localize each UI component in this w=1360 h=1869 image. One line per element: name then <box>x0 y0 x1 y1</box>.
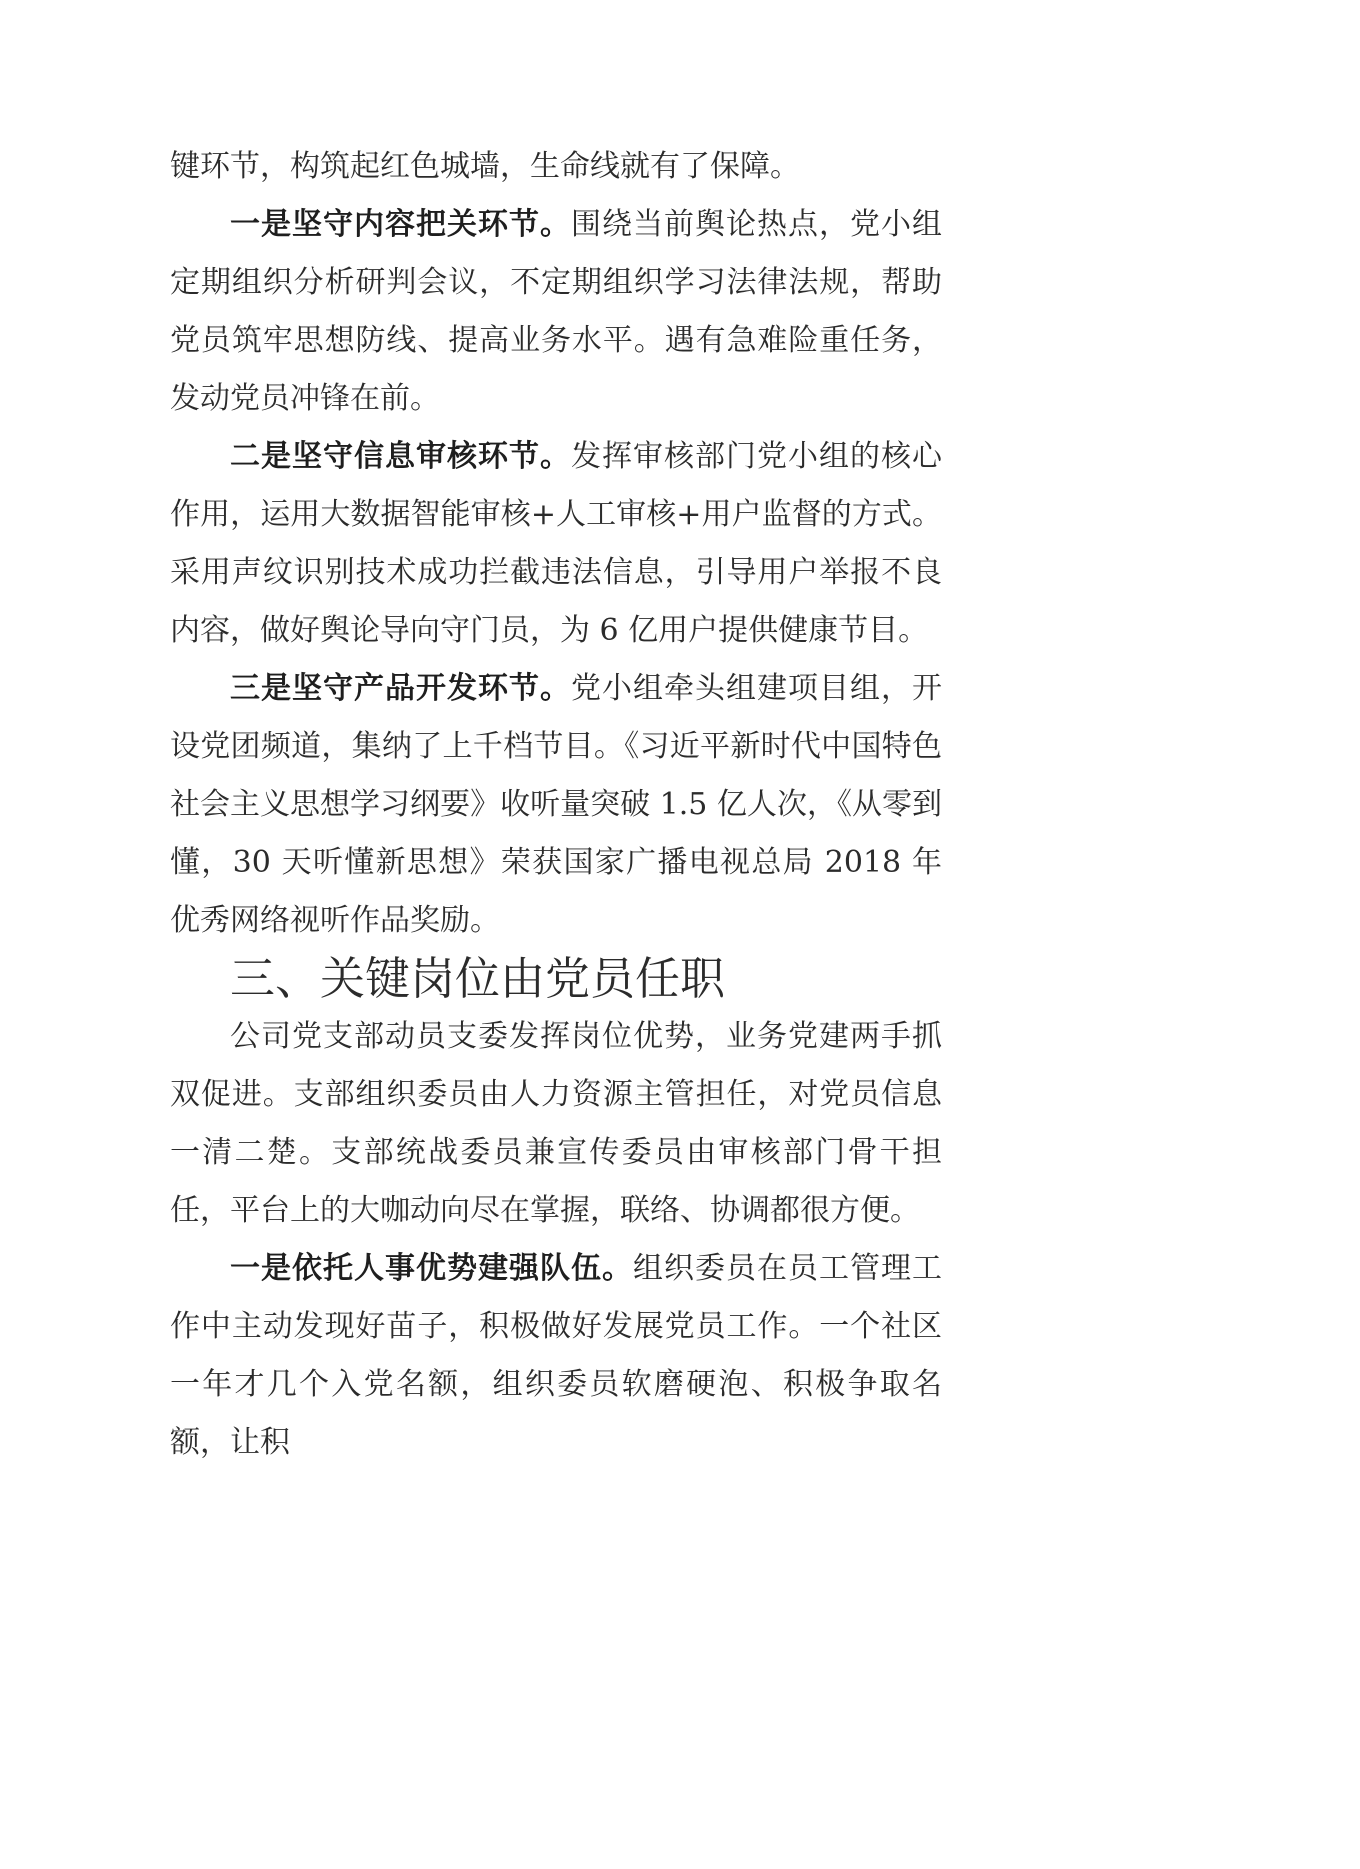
paragraph-lead: 三是坚守产品开发环节。 <box>230 671 571 706</box>
paragraph-text: 围绕当前舆论热点，党小组定期组织分析研判会议，不定期组织学习法律法规，帮助党员筑牢思想防线、提高业务水平。遇有急难险重任务，发动党员冲锋在前。 <box>170 207 942 416</box>
paragraph-text: 键环节，构筑起红色城墙，生命线就有了保障。 <box>170 149 800 184</box>
paragraph-content-review <box>170 196 942 428</box>
paragraph-key-positions <box>170 1008 942 1240</box>
paragraph-personnel-advantage <box>170 1240 942 1472</box>
paragraph-text: 组织委员在员工管理工作中主动发现好苗子，积极做好发展党员工作。一个社区一年才几个入党名额，组织委员软磨硬泡、积极争取名额，让积 <box>170 1251 942 1460</box>
continuation-paragraph <box>170 138 942 196</box>
paragraph-lead: 一是依托人事优势建强队伍。 <box>230 1251 633 1286</box>
section-heading: 三、关键岗位由党员任职 <box>230 952 726 1005</box>
paragraph-info-audit <box>170 428 942 660</box>
paragraph-text: 发挥审核部门党小组的核心作用，运用大数据智能审核+人工审核+用户监督的方式。采用声纹识别技术成功拦截违法信息，引导用户举报不良内容，做好舆论导向守门员，为 6 亿用户提供健康节目。 <box>170 439 942 648</box>
paragraph-lead: 一是坚守内容把关环节。 <box>230 207 571 242</box>
paragraph-lead: 二是坚守信息审核环节。 <box>230 439 571 474</box>
paragraph-text: 公司党支部动员支委发挥岗位优势，业务党建两手抓双促进。支部组织委员由人力资源主管担任，对党员信息一清二楚。支部统战委员兼宣传委员由审核部门骨干担任，平台上的大咖动向尽在掌握，联络、协调都很方便。 <box>170 1019 942 1228</box>
document-body <box>170 138 942 1472</box>
paragraph-text: 党小组牵头组建项目组，开设党团频道，集纳了上千档节目。《习近平新时代中国特色社会主义思想学习纲要》收听量突破 1.5 亿人次，《从零到懂，30 天听懂新思想》荣获国家广播电视总局 2018 年优秀网络视听作品奖励。 <box>170 671 942 938</box>
paragraph-product-development <box>170 660 942 950</box>
